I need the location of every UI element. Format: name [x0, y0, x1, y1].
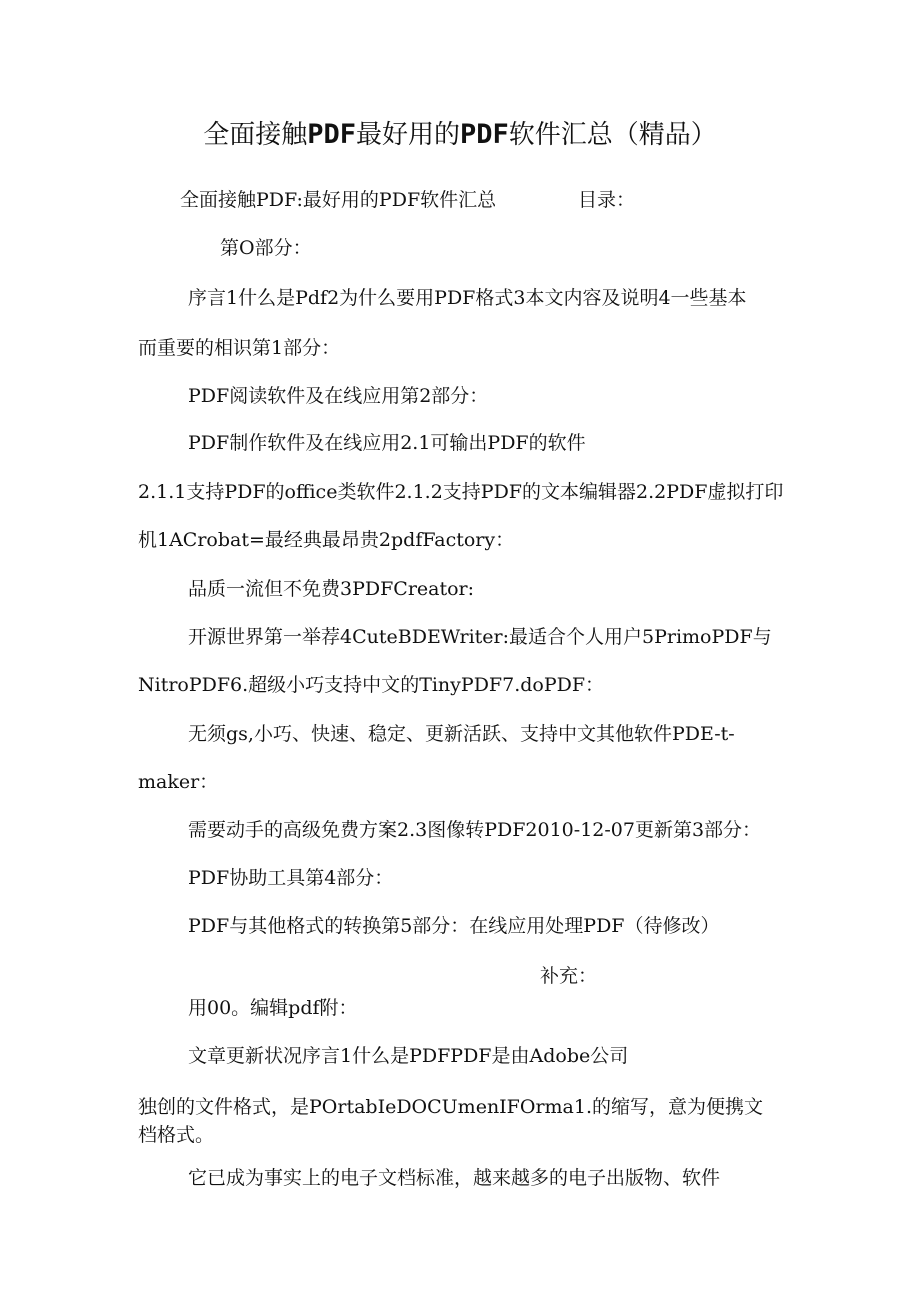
title-part-4: PDF	[460, 119, 509, 150]
body-line: 用00。编辑pdf附：	[188, 997, 358, 1019]
part-zero-heading: 第O部分：	[220, 237, 312, 259]
body-line: 补充：	[540, 965, 598, 987]
page-title	[0, 114, 920, 151]
body-line: 文章更新状况序言1什么是PDFPDF是由Adobe公司	[188, 1045, 629, 1067]
title-part-5: 软件汇总（精品）	[508, 120, 717, 150]
toc-label: 目录：	[578, 189, 636, 211]
body-line: PDF与其他格式的转换第5部分：在线应用处理PDF（待修改）	[188, 915, 720, 937]
body-line: NitroPDF6.超级小巧支持中文的TinyPDF7.doPDF：	[138, 674, 605, 696]
body-line: 独创的文件格式，是POrtabIeDOCUmenIFOrma1.的缩写，意为便携文	[138, 1096, 763, 1118]
body-line: 而重要的相识第1部分：	[138, 337, 341, 359]
body-line: 档格式。	[138, 1124, 215, 1146]
body-line: 机1ACrobat=最经典最昂贵2pdfFactory：	[138, 529, 515, 551]
body-line: 需要动手的高级免费方案2.3图像转PDF2010-12-07更新第3部分：	[188, 819, 762, 841]
title-part-1: 全面接触	[203, 120, 308, 150]
body-line: PDF协助工具第4部分：	[188, 867, 394, 889]
body-line: 2.1.1支持PDF的office类软件2.1.2支持PDF的文本编辑器2.2PDF虚拟打印	[138, 481, 784, 503]
title-part-2: PDF	[307, 119, 356, 150]
body-line: 无须gs,小巧、快速、稳定、更新活跃、支持中文其他软件PDE-t-	[188, 723, 735, 745]
body-line: 开源世界第一举荐4CuteBDEWriter:最适合个人用户5PrimoPDF与	[188, 626, 772, 648]
body-line: 序言1什么是Pdf2为什么要用PDF格式3本文内容及说明4一些基本	[188, 287, 747, 309]
body-line: 品质一流但不免费3PDFCreator:	[188, 578, 475, 600]
body-line: maker：	[138, 771, 219, 793]
title-part-3: 最好用的	[355, 120, 460, 150]
body-line: 它已成为事实上的电子文档标准，越来越多的电子出版物、软件	[188, 1167, 721, 1189]
subtitle: 全面接触PDF:最好用的PDF软件汇总	[180, 189, 497, 211]
body-line: PDF阅读软件及在线应用第2部分：	[188, 385, 489, 407]
body-line: PDF制作软件及在线应用2.1可输出PDF的软件	[188, 432, 586, 454]
